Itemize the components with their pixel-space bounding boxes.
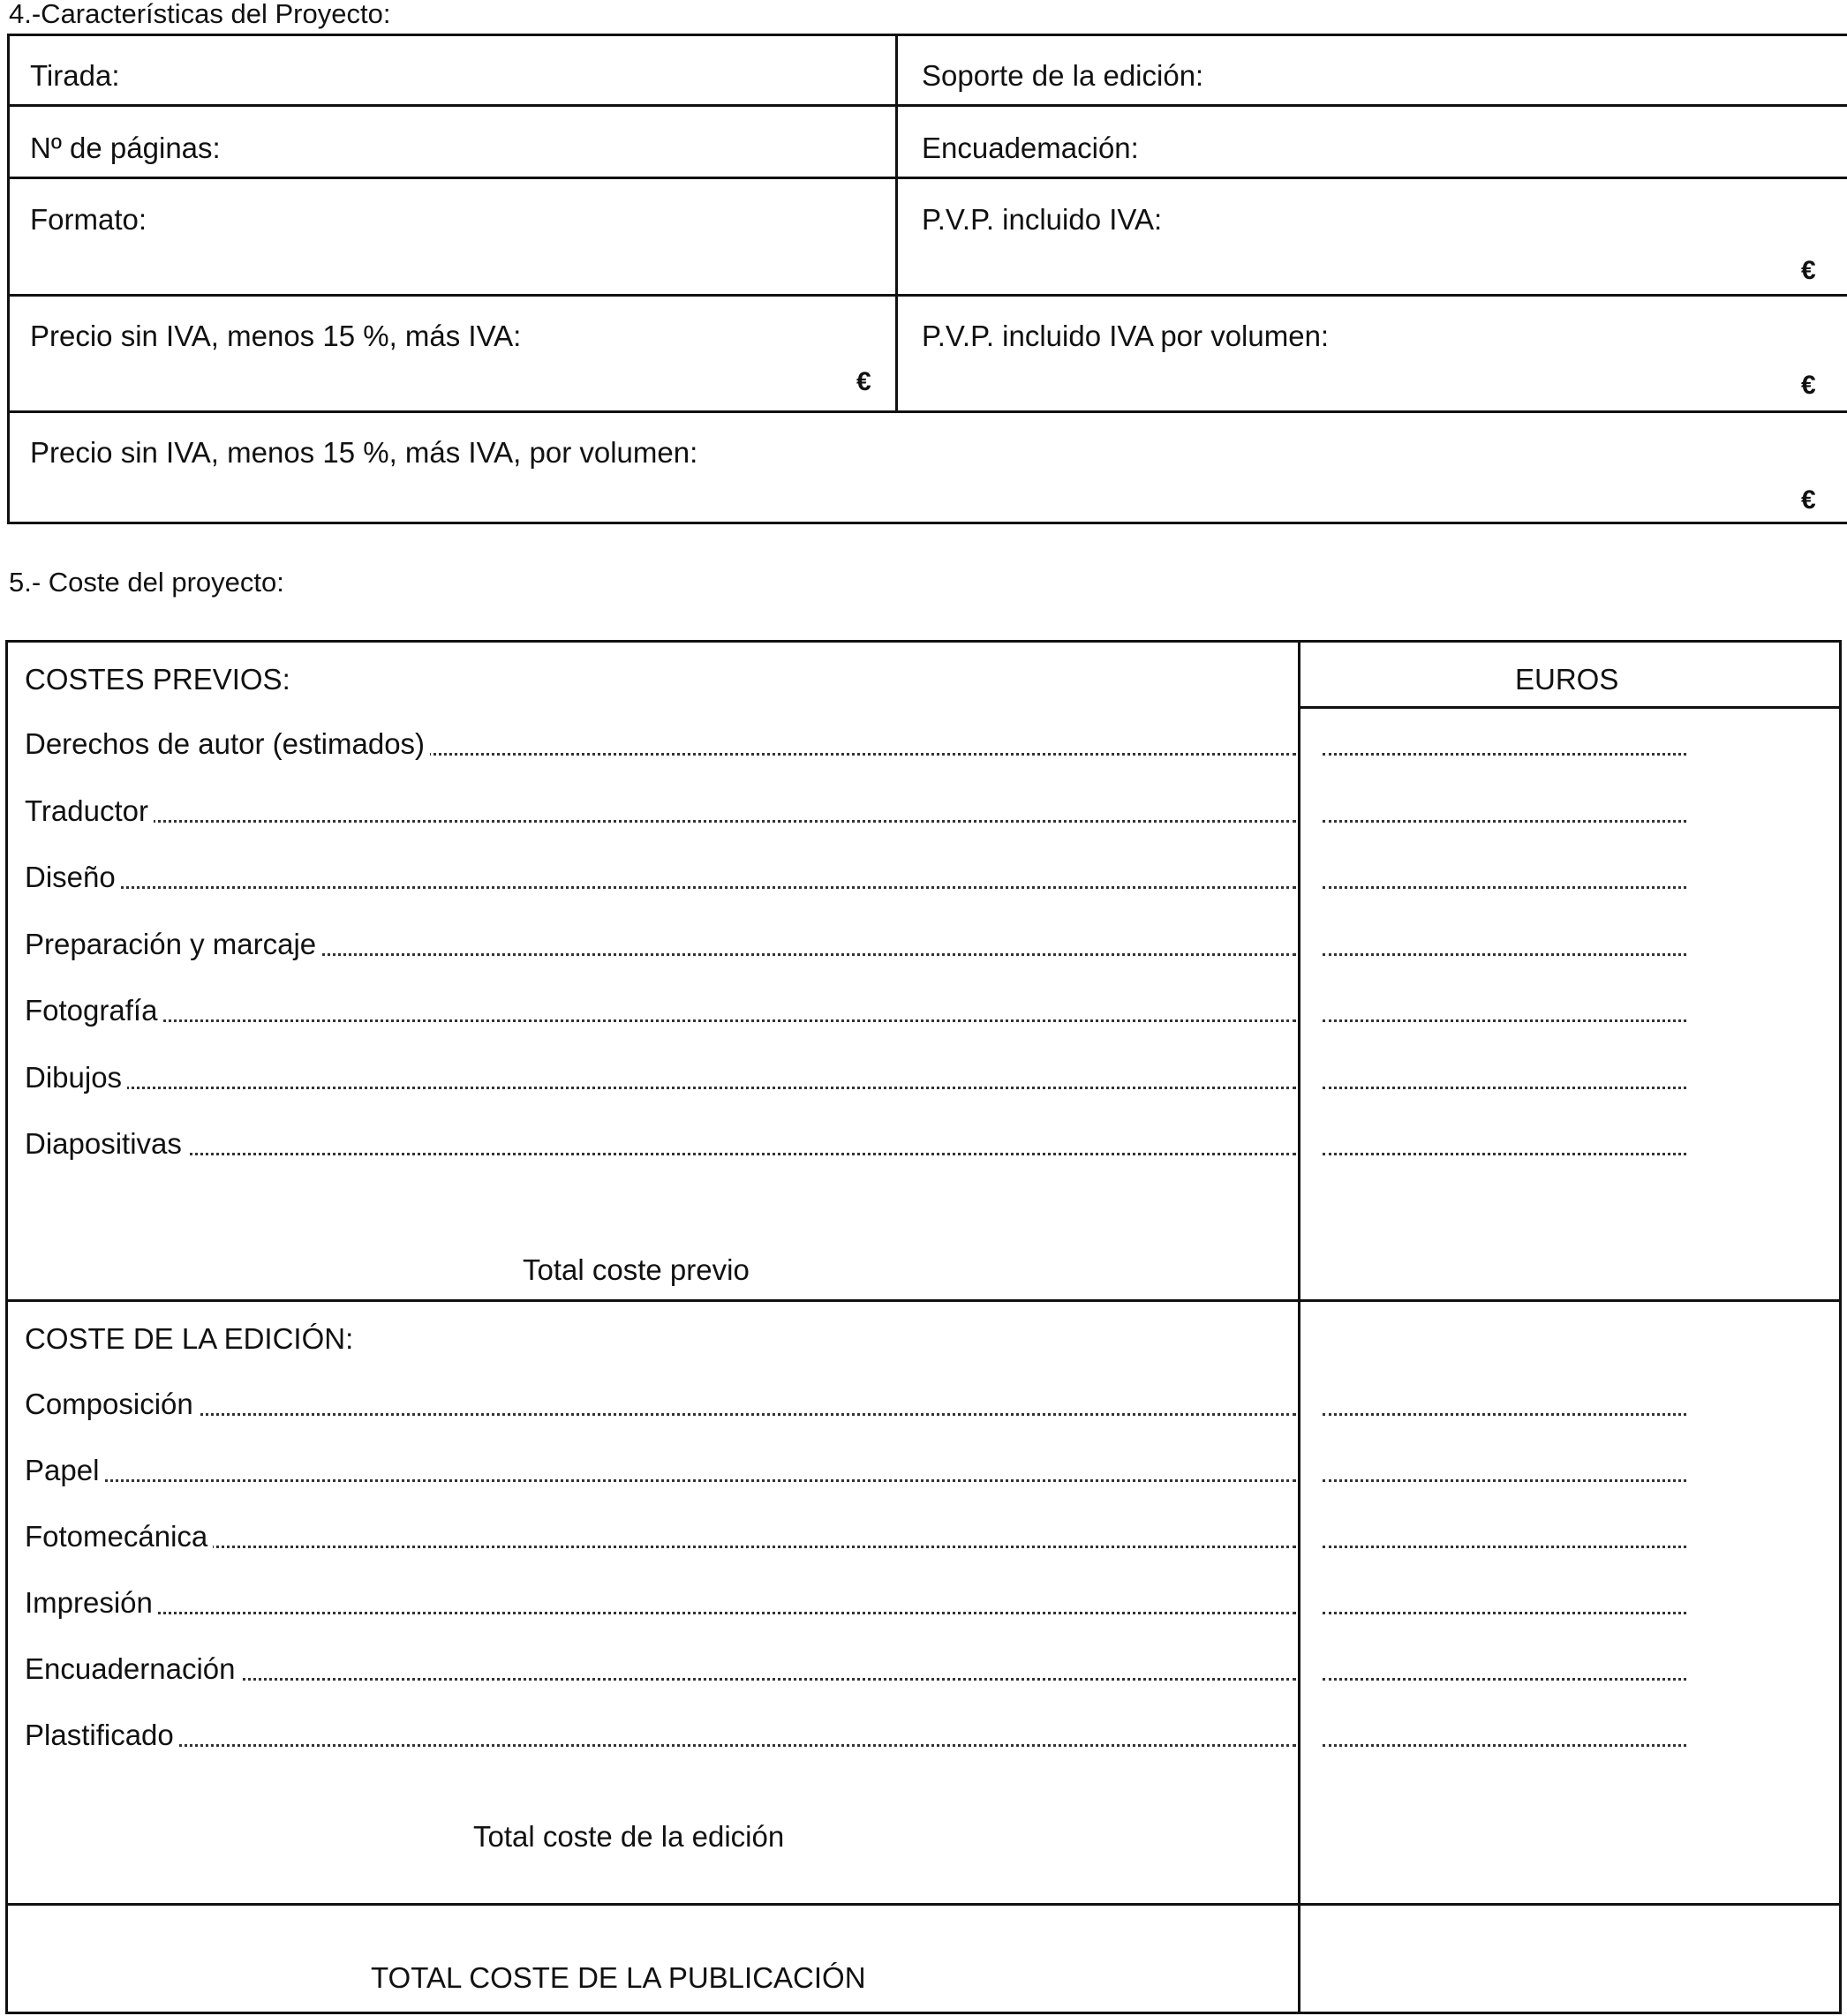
euro-amount-field[interactable] (1323, 1678, 1686, 1681)
dot-leader (35, 886, 1296, 889)
precio-sin-iva-volumen-label: Precio sin IVA, menos 15 %, más IVA, por volumen: (30, 436, 698, 469)
precio-sin-iva-label: Precio sin IVA, menos 15 %, más IVA: (30, 320, 522, 352)
dot-leader (35, 1413, 1296, 1416)
euros-header: EUROS (1515, 663, 1619, 696)
tirada-label: Tirada: (30, 59, 120, 92)
section-4-title: 4.-Características del Proyecto: (9, 0, 391, 29)
dot-leader (35, 1546, 1296, 1548)
euro-sign: € (1801, 371, 1816, 400)
euro-sign: € (1801, 256, 1816, 285)
soporte-label: Soporte de la edición: (922, 59, 1204, 92)
divider (1298, 640, 1300, 2014)
divider (7, 294, 1847, 297)
cost-item-label: Diapositivas (25, 1129, 187, 1158)
euro-amount-field[interactable] (1323, 1612, 1686, 1614)
euro-amount-field[interactable] (1323, 820, 1686, 823)
euro-sign: € (856, 367, 871, 396)
divider (7, 410, 1847, 413)
cost-item-label: Composición (25, 1389, 199, 1418)
divider (7, 104, 1847, 107)
euro-amount-field[interactable] (1323, 1479, 1686, 1482)
paginas-label: Nº de páginas: (30, 132, 221, 164)
dot-leader (35, 1612, 1296, 1614)
total-publicacion-label: TOTAL COSTE DE LA PUBLICACIÓN (371, 1961, 866, 1994)
coste-edicion-header: COSTE DE LA EDICIÓN: (25, 1322, 354, 1355)
section-5-title: 5.- Coste del proyecto: (9, 567, 284, 598)
dot-leader (35, 1153, 1296, 1155)
pvp-label: P.V.P. incluido IVA: (922, 203, 1163, 236)
euro-amount-field[interactable] (1323, 1744, 1686, 1747)
dot-leader (35, 1019, 1296, 1022)
total-previo-label: Total coste previo (523, 1253, 750, 1286)
cost-item-label: Derechos de autor (estimados) (25, 729, 430, 758)
dot-leader (35, 1744, 1296, 1747)
formato-label: Formato: (30, 203, 147, 236)
cost-item-label: Dibujos (25, 1063, 127, 1092)
pvp-volumen-label: P.V.P. incluido IVA por volumen: (922, 320, 1330, 352)
divider (5, 1299, 1842, 1302)
dot-leader (35, 820, 1296, 823)
euro-amount-field[interactable] (1323, 1413, 1686, 1416)
total-edicion-label: Total coste de la edición (473, 1820, 785, 1853)
costes-previos-header: COSTES PREVIOS: (25, 663, 290, 696)
cost-item-label: Encuadernación (25, 1654, 241, 1683)
cost-item-label: Plastificado (25, 1720, 179, 1749)
euro-amount-field[interactable] (1323, 1153, 1686, 1155)
cost-item-label: Traductor (25, 796, 154, 825)
euro-sign: € (1801, 485, 1816, 515)
dot-leader (35, 1087, 1296, 1089)
divider (895, 34, 898, 412)
divider (5, 1903, 1842, 1906)
euro-amount-field[interactable] (1323, 886, 1686, 889)
euro-amount-field[interactable] (1323, 753, 1686, 756)
euro-amount-field[interactable] (1323, 1019, 1686, 1022)
euro-amount-field[interactable] (1323, 1087, 1686, 1089)
cost-item-label: Fotografía (25, 996, 162, 1025)
euro-amount-field[interactable] (1323, 1546, 1686, 1548)
cost-item-label: Fotomecánica (25, 1522, 213, 1551)
cost-item-label: Papel (25, 1456, 104, 1485)
divider (1298, 706, 1842, 709)
cost-item-label: Preparación y marcaje (25, 929, 321, 959)
dot-leader (35, 1479, 1296, 1482)
encuadernacion-label: Encuademación: (922, 132, 1139, 164)
cost-item-label: Impresión (25, 1588, 158, 1617)
euro-amount-field[interactable] (1323, 953, 1686, 956)
divider (7, 177, 1847, 179)
cost-item-label: Diseño (25, 862, 121, 891)
